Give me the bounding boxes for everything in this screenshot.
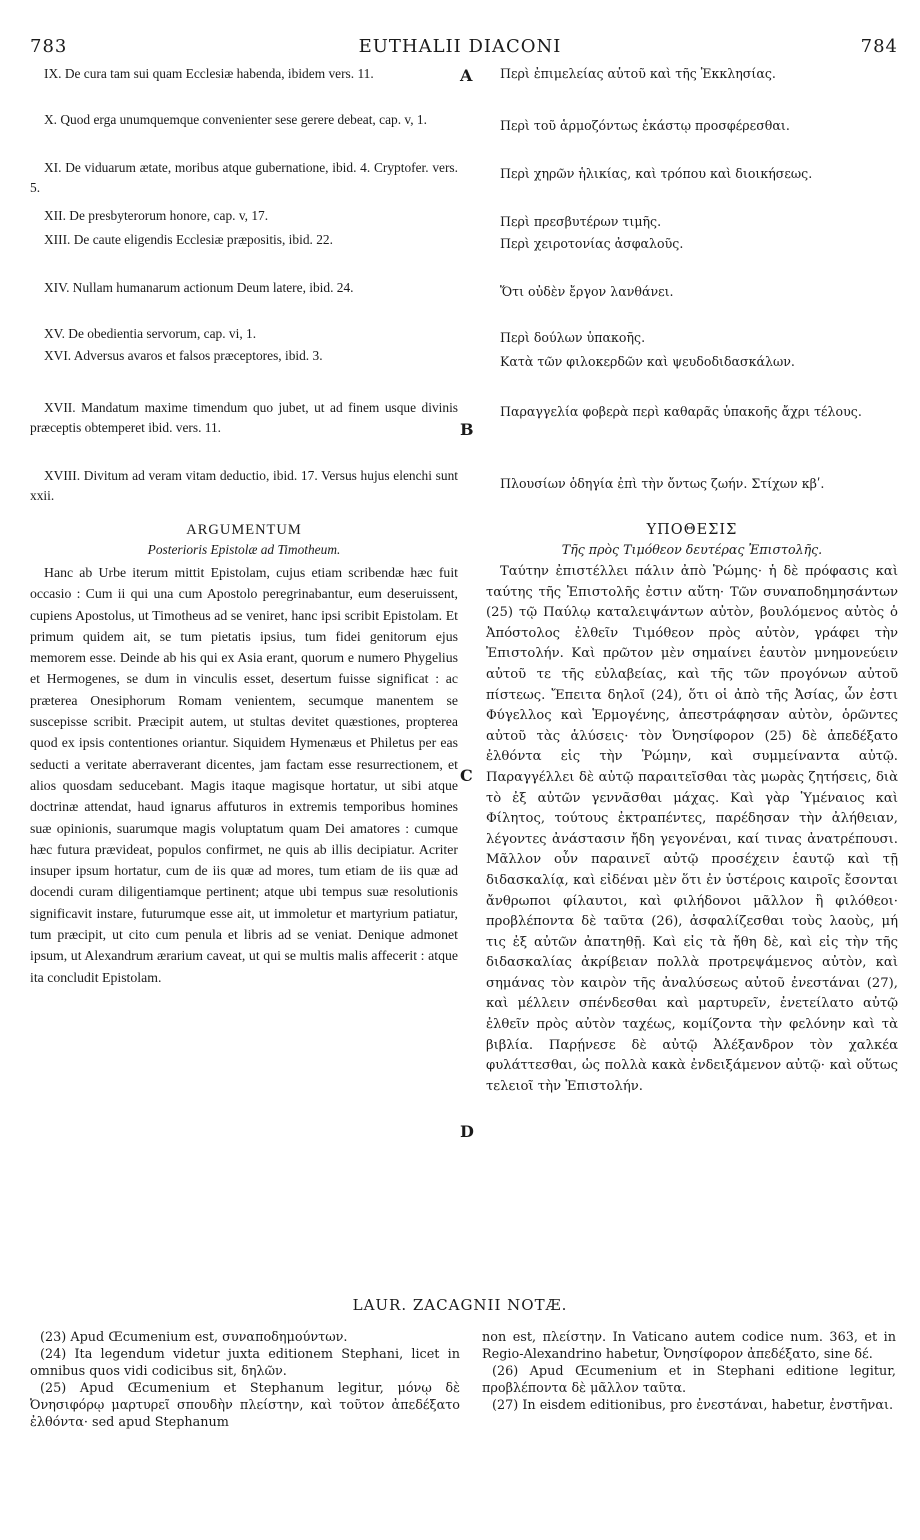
margin-letter-b: B — [460, 420, 474, 439]
chapter-greek: Περὶ τοῦ ἁρμοζόντως ἑκάστῳ προσφέρεσθαι. — [500, 118, 790, 133]
margin-letter-d: D — [460, 1122, 474, 1141]
chapter-latin: XI. De viduarum ætate, moribus atque gubernatione, ibid. 4. Cryptofer. vers. 5. — [30, 160, 458, 195]
chapter-latin: X. Quod erga unumquemque convenienter sese gerere debeat, cap. v, 1. — [44, 112, 427, 127]
argument-greek — [486, 520, 898, 1097]
chapter-latin: XVIII. Divitum ad veram vitam deductio, ibid. 17. Versus hujus elenchi sunt xxii. — [30, 468, 458, 503]
running-title: EUTHALII DIACONI — [358, 36, 562, 57]
chapter-latin: XVI. Adversus avaros et falsos præceptores, ibid. 3. — [44, 348, 323, 363]
note-item: (24) Ita legendum videtur juxta editionem Stephani, licet in omnibus quos vidi codicibus sit, δηλῶν. — [30, 1347, 460, 1379]
chapter-greek: Περὶ χειροτονίας ἀσφαλοῦς. — [500, 236, 684, 251]
argument-latin — [30, 520, 458, 988]
note-item: (27) In eisdem editionibus, pro ἐνεστάναι, habetur, ἐνστῆναι. — [492, 1398, 894, 1413]
left-page-number: 783 — [30, 36, 68, 57]
right-page-number: 784 — [860, 36, 898, 57]
chapter-greek: Ὅτι οὐδὲν ἔργον λανθάνει. — [500, 284, 674, 299]
chapter-greek: Περὶ πρεσβυτέρων τιμῆς. — [500, 214, 662, 229]
chapter-greek: Περὶ δούλων ὑπακοῆς. — [500, 330, 646, 345]
argument-greek-title: ΥΠΟΘΕΣΙΣ — [646, 522, 738, 538]
chapter-latin: XIV. Nullam humanarum actionum Deum latere, ibid. 24. — [44, 280, 354, 295]
argument-latin-subtitle: Posterioris Epistolæ ad Timotheum. — [147, 542, 341, 557]
chapter-latin: XVII. Mandatum maxime timendum quo jubet, ut ad finem usque divinis præceptis obtemperet ibid. vers. 11. — [30, 400, 458, 435]
chapter-list-greek — [486, 64, 898, 534]
chapter-latin: XII. De presbyterorum honore, cap. v, 17. — [44, 208, 269, 223]
argument-latin-title: ARGUMENTUM — [186, 522, 302, 538]
chapter-latin: IX. De cura tam sui quam Ecclesiæ habenda, ibidem vers. 11. — [44, 66, 374, 81]
chapter-list-latin — [30, 64, 458, 534]
chapter-greek: Κατὰ τῶν φιλοκερδῶν καὶ ψευδοδιδασκάλων. — [500, 354, 795, 369]
chapter-greek: Πλουσίων ὁδηγία ἐπὶ τὴν ὄντως ζωήν. Στίχων κβʹ. — [500, 476, 825, 491]
notes-title: LAUR. ZACAGNII NOTÆ. — [352, 1296, 568, 1314]
notes-left-column — [30, 1329, 460, 1431]
note-item: (26) Apud Œcumenium et in Stephani editione legitur, προβλέποντα δὲ μᾶλλον ταῦτα. — [482, 1364, 896, 1396]
argument-latin-body: Hanc ab Urbe iterum mittit Epistolam, cujus etiam scribendæ hæc fuit occasio : Cum ii qui una cum Apostolo peregrinabantur, eum deseruissent, cupiens Apostolus, ut Timotheus ad se veniret, hanc ipsi scribit Epistolam. Et primum quidem ait, se tum pietatis ipsius, tum fidei genitorum ejus memorem esse. Deinde ab his qui ex Asia erant, quorum e numero Phygelius et Hermogenes, se dum in vinculis esset, desertum fuisse significat : ac præterea Onesiphorum Romam venientem, secumque manentem se suscepisse scribit. Præcipit autem, ut stultas devitet quæstiones, propterea quod ex ipsis contentiones oriantur. Siquidem Hymenæus et Philetus per eas seducti a veritate aberraverant dicentes, jam factam esse resurrectionem, et alios quosdam seducebant. Magis itaque magisque hortatur, ut sibi atque doctrinæ attendat, haud ignarus affuturos in extremis temporibus homines suæ opinionis, suarumque magis voluptatum quam Dei amatores : cumque hæc futura prævideat, populos confirmet, ne quis ab illis decipiatur. Acriter insuper ipsum hortatur, cum de iis quæ ad mores, tum etiam de iis quæ ad docendi curam diligentiamque pertinent; atque ubi tempus suæ resolutionis significavit instare, futurumque esse ait, ut immoletur et martyrium patiatur, tum præcipit, ut cito cum penula et libris ad se veniat. Denique admonet ipsum, ut Alexandrum ærarium caveat, ut qui se multis malis affecerit : atque ita concludit Epistolam. — [30, 565, 458, 985]
argument-greek-subtitle: Τῆς πρὸς Τιμόθεον δευτέρας Ἐπιστολῆς. — [561, 542, 823, 557]
note-item: (25) Apud Œcumenium et Stephanum legitur, μόνῳ δὲ Ὀνησιφόρῳ μαρτυρεῖ σπουδὴν πλείστην, καὶ τοῦτον ἀπεδέξατο ἐλθόντα· sed apud Stephanum — [30, 1381, 460, 1430]
margin-letter-a: A — [460, 66, 473, 85]
chapter-greek: Περὶ χηρῶν ἡλικίας, καὶ τρόπου καὶ διοικήσεως. — [500, 166, 813, 181]
note-item: non est, πλείστην. In Vaticano autem codice num. 363, et in Regio-Alexandrino habetur, Ὀνησίφορον ἀπεδέξατο, sine δέ. — [482, 1330, 896, 1362]
margin-letter-c: C — [460, 766, 473, 785]
chapter-greek: Παραγγελία φοβερὰ περὶ καθαρᾶς ὑπακοῆς ἄχρι τέλους. — [500, 404, 862, 419]
note-item: (23) Apud Œcumenium est, συναποδημούντων. — [40, 1330, 348, 1345]
chapter-greek: Περὶ ἐπιμελείας αὑτοῦ καὶ τῆς Ἐκκλησίας. — [500, 66, 776, 81]
argument-greek-body: Ταύτην ἐπιστέλλει πάλιν ἀπὸ Ῥώμης· ἡ δὲ πρόφασις καὶ ταύτης τῆς Ἐπιστολῆς ἐστιν αὕτη· Τῶν συναποδημησάντων (25) τῷ Παύλῳ καταλειψάντων αὐτὸν, βουλόμενος αὐτὸς ὁ Ἀπόστολος ἐλθεῖν Τιμόθεον πρὸς αὐτὸν, γράφει τὴν Ἐπιστολήν. Καὶ πρῶτον μὲν σημαίνει ἑαυτὸν μνημονεύειν αὐτοῦ τε τῆς εὐλαβείας, καὶ τῆς τῶν προγόνων αὐτοῦ πίστεως. Ἔπειτα δηλοῖ (24), ὅτι οἱ ἀπὸ τῆς Ἀσίας, ὧν ἐστι Φύγελλος καὶ Ἑρμογένης, ἀπεστράφησαν αὐτὸν, ὁρῶντες αὐτοῦ τὰς ἁλύσεις· τὸν Ὀνησίφορον (25) δὲ ἀπεδέξατο ἐλθόντα εἰς τὴν Ῥώμην, καὶ συμμείναντα αὐτῷ. Παραγγέλλει δὲ αὐτῷ παραιτεῖσθαι τὰς μωρὰς ζητήσεις, διὰ τὸ ἐξ αὐτῶν γεννᾶσθαι μάχας. Καὶ γὰρ Ὑμέναιος καὶ Φίλητος, τούτους ἐκτραπέντες, παρέδησαν τὴν ἀλήθειαν, λέγοντες ἀνάστασιν ἤδη γεγονέναι, καί τινας ἀνατρέπουσι. Μᾶλλον οὖν παραινεῖ αὐτῷ προσέχειν ἑαυτῷ καὶ τῇ διδασκαλίᾳ, καὶ εἰδέναι μὲν ὅτι ἐν ὑστέροις καιροῖς ἔσονται ἄνθρωποι φίλαυτοι, καὶ φιλήδονοι μᾶλλον ἢ φιλόθεοι· προβλέποντα δὲ ταῦτα (26), ἀσφαλίζεσθαι τοὺς λαοὺς, μή τις ἐξ αὐτῶν ἀπατηθῇ. Καὶ εἰς τὰ ἤθη δὲ, καὶ εἰς τὴν τῆς διδασκαλίας ἀκρίβειαν πολλὰ προτρεψάμενος αὐτὸν, καὶ σημάνας τὸν καιρὸν τῆς ἀναλύσεως αὐτοῦ ἐνεστάναι (27), καὶ μέλλειν σπένδεσθαι καὶ μαρτυρεῖν, ἐνετείλατο αὐτῷ ἐλθεῖν πρὸς αὐτὸν ταχέως, κομίζοντα τὴν φελόνην καὶ τὰ βιβλία. Παρῄνεσε δὲ αὐτῷ Ἀλέξανδρον τὸν χαλκέα φυλάττεσθαι, ὡς πολλὰ κακὰ ἐνδειξάμενον αὐτῷ· καὶ οὕτως τελειοῖ τὴν Ἐπιστολήν. — [486, 564, 898, 1094]
chapter-latin: XIII. De caute eligendis Ecclesiæ præpositis, ibid. 22. — [44, 232, 333, 247]
chapter-latin: XV. De obedientia servorum, cap. vi, 1. — [44, 326, 257, 341]
notes-right-column — [482, 1329, 896, 1414]
